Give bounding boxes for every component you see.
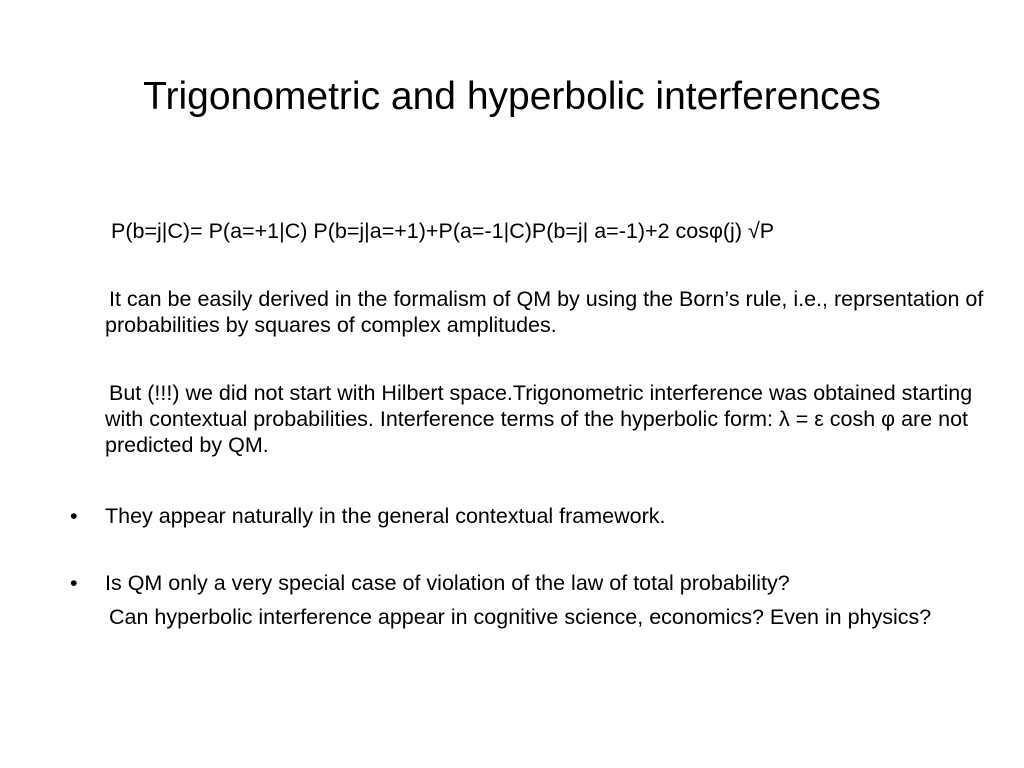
bullet-item-contextual-framework bbox=[70, 503, 666, 529]
bullet-text: They appear naturally in the general contextual framework. bbox=[105, 504, 666, 528]
paragraph-cognitive-science bbox=[105, 604, 985, 630]
paragraph-hilbert-space bbox=[105, 380, 985, 458]
bullet-item-total-probability bbox=[70, 570, 790, 596]
bullet-text: Is QM only a very special case of violation of the law of total probability? bbox=[105, 571, 790, 595]
slide-title: Trigonometric and hyperbolic interferences bbox=[143, 75, 881, 118]
paragraph-hilbert-space-text: But (!!!) we did not start with Hilbert space.Trigonometric interference was obtained starting with contextual probabilities. Interference terms of the hyperbolic form: λ = ε cosh φ are not predicted by QM. bbox=[105, 381, 973, 457]
bullet-icon: • bbox=[70, 571, 78, 595]
paragraph-cognitive-science-text: Can hyperbolic interference appear in cognitive science, economics? Even in physics? bbox=[109, 605, 932, 629]
formula-line: P(b=j|C)= P(a=+1|C) P(b=j|a=+1)+P(a=-1|C)P(b=j| a=-1)+2 cosφ(j) √P bbox=[111, 219, 775, 243]
paragraph-born-rule bbox=[105, 286, 985, 338]
bullet-icon: • bbox=[70, 504, 78, 528]
paragraph-born-rule-text: It can be easily derived in the formalism of QM by using the Born’s rule, i.e., reprsentation of probabilities by squares of complex amplitudes. bbox=[105, 287, 984, 337]
